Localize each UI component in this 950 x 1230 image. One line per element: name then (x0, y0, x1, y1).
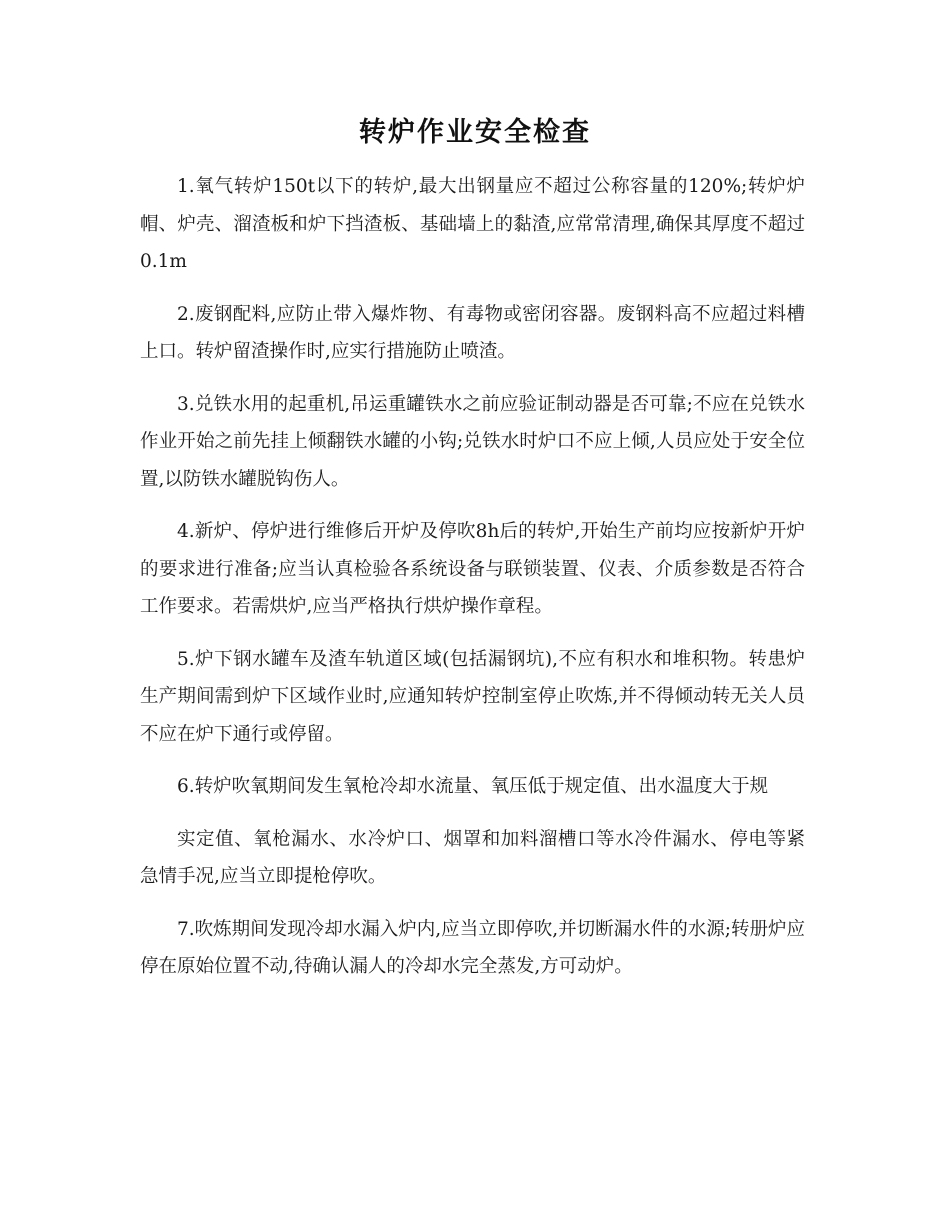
paragraph-6: 6.转炉吹氧期间发生氧枪冷却水流量、氧压低于规定值、出水温度大于规 (177, 776, 769, 797)
paragraph-6-continued: 实定值、氧枪漏水、水冷炉口、烟罩和加料溜槽口等水冷件漏水、停电等紧急情手况,应当立即提枪停吹。 (140, 828, 805, 887)
paragraph-4: 4.新炉、停炉进行维修后开炉及停吹8h后的转炉,开始生产前均应按新炉开炉的要求进行准备;应当认真检验各系统设备与联锁装置、仪表、介质参数是否符合工作要求。若需烘炉,应当严格执行烘炉操作章程。 (140, 521, 805, 617)
document-title: 转炉作业安全检查 (359, 117, 591, 148)
paragraph-2: 2.废钢配料,应防止带入爆炸物、有毒物或密闭容器。废钢料高不应超过料槽上口。转炉留渣操作时,应实行措施防止喷渣。 (140, 303, 805, 362)
paragraph-1: 1.氧气转炉150t以下的转炉,最大出钢量应不超过公称容量的120%;转炉炉帽、炉壳、溜渣板和炉下挡渣板、基础墙上的黏渣,应常常清理,确保其厚度不超过0.1m (140, 176, 805, 272)
paragraph-7: 7.吹炼期间发现冷却水漏入炉内,应当立即停吹,并切断漏水件的水源;转册炉应停在原始位置不动,待确认漏人的冷却水完全蒸发,方可动炉。 (140, 918, 805, 977)
paragraph-3: 3.兑铁水用的起重机,吊运重罐铁水之前应验证制动器是否可靠;不应在兑铁水作业开始之前先挂上倾翻铁水罐的小钩;兑铁水时炉口不应上倾,人员应处于安全位置,以防铁水罐脱钩伤人。 (140, 393, 805, 490)
document-body (140, 168, 805, 1001)
paragraph-5: 5.炉下钢水罐车及渣车轨道区域(包括漏钢坑),不应有积水和堆积物。转患炉生产期间需到炉下区域作业时,应通知转炉控制室停止吹炼,并不得倾动转无关人员不应在炉下通行或停留。 (140, 648, 805, 745)
